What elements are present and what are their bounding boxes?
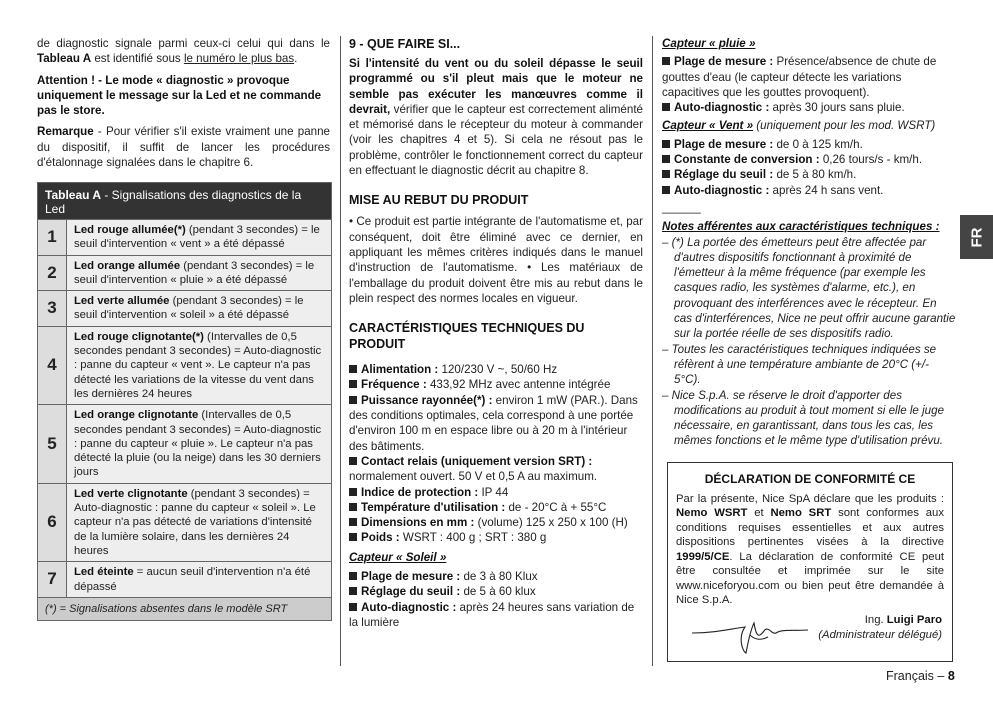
separator: ______: [662, 200, 701, 214]
bullet-square-icon: [349, 603, 357, 611]
spec-label: Puissance rayonnée(*) :: [361, 393, 493, 407]
row-number: 3: [38, 291, 67, 326]
spec-item: [662, 137, 956, 152]
section-heading-que-faire: 9 - QUE FAIRE SI...: [349, 37, 461, 51]
spec-value: de 3 à 80 Klux: [460, 570, 538, 584]
directive-number: 1999/5/CE: [676, 550, 730, 563]
bullet-square-icon: [349, 518, 357, 526]
declaration-title: DÉCLARATION DE CONFORMITÉ CE: [704, 472, 916, 486]
declaration-text-3: sont conformes aux conditions requises essentielles et aux autres dispositions pertinentes visées à la directive: [676, 507, 944, 548]
spec-label: Fréquence :: [361, 378, 427, 392]
spec-value: 120/230 V ~, 50/60 Hz: [438, 363, 558, 377]
spec-item: [662, 152, 956, 167]
spec-label: Alimentation :: [361, 363, 439, 377]
declaration-text-1: Par la présente, Nice SpA déclare que les produits :: [676, 492, 944, 505]
bullet-square-icon: [662, 57, 670, 65]
intro-text-2: est identifié sous: [91, 52, 184, 66]
wind-sensor-list: [662, 137, 956, 198]
spec-item: [349, 377, 643, 392]
spec-item: [349, 454, 643, 485]
bullet-square-icon: [349, 488, 357, 496]
bullet-square-icon: [349, 587, 357, 595]
bullet-square-icon: [662, 140, 670, 148]
table-reference: Tableau A: [37, 52, 92, 66]
spec-label: Plage de mesure :: [361, 570, 461, 584]
spec-value: Présence/absence de chute de gouttes d'eau (le capteur détecte les variations capacitives que les gouttes provoquent).: [662, 55, 937, 99]
table-footnote: (*) = Signalisations absentes dans le modèle SRT: [38, 597, 331, 620]
wind-sensor-heading: Capteur « Vent »: [662, 119, 754, 133]
product-name-srt: Nemo SRT: [770, 507, 832, 519]
declaration-text-2: et: [747, 507, 771, 519]
spec-label: Plage de mesure :: [674, 55, 774, 69]
row-number: 1: [38, 220, 67, 255]
table-header: [38, 183, 331, 219]
column-2: [349, 36, 643, 630]
led-meaning: (pendant 3 secondes) = le seuil d'intervention « vent » a été dépassé: [74, 224, 320, 251]
language-code: FR: [968, 227, 985, 247]
bullet-square-icon: [349, 533, 357, 541]
specs-list: [349, 362, 643, 546]
row-number: 7: [38, 562, 67, 597]
table-row: [38, 219, 331, 255]
sun-sensor-list: [349, 569, 643, 630]
spec-item: [349, 584, 643, 599]
note-item: – (*) La portée des émetteurs peut être affectée par d'autres dispositifs fonctionnant à proximité de l'émetteur à la même fréquence (par exemple les casques radio, les systèmes d'alarme, etc.), en provoquant des interférences avec le récepteur. En cas d'interférences, Nice ne peut offrir aucune garantie sur la portée réelle de ses dispositifs radio.: [662, 235, 956, 341]
bullet-square-icon: [662, 186, 670, 194]
note-item: – Nice S.p.A. se réserve le droit d'apporter des modifications au produit à tout moment si elle le juge nécessaire, en garantissant, dans tous les cas, les mêmes fonctions et le même type d'utilisation prévu.: [662, 388, 945, 448]
bullet-square-icon: [662, 155, 670, 163]
row-description: [67, 405, 331, 482]
row-description: [67, 256, 331, 291]
spec-item: [662, 183, 956, 198]
table-row: [38, 483, 331, 561]
column-divider: [340, 36, 341, 666]
language-tab: [960, 215, 993, 259]
lowest-number-text: le numéro le plus bas: [183, 52, 295, 66]
column-1: [37, 36, 330, 170]
spec-label: Constante de conversion :: [674, 153, 820, 167]
led-meaning: (Intervalles de 0,5 secondes pendant 3 secondes) = Auto-diagnostic : panne du capteur « vent ». Le capteur n'a pas détecté les variations de la vitesse du vent dans les dernières 24 heures: [74, 330, 322, 400]
spec-value: après 30 jours sans pluie.: [769, 101, 905, 115]
signer-name: Luigi Paro: [886, 614, 942, 626]
table-row: [38, 255, 331, 291]
intro-text-3: .: [294, 52, 298, 66]
led-state: Led éteinte: [74, 566, 134, 579]
section-heading-rebut: MISE AU REBUT DU PRODUIT: [349, 193, 529, 208]
page-footer: [886, 669, 955, 683]
row-number: 6: [38, 484, 67, 561]
spec-item: [349, 393, 643, 454]
note-item: – Toutes les caractéristiques techniques indiquées se réfèrent à une température ambiante de 20°C (+/- 5°C).: [662, 342, 937, 387]
led-state: Led orange allumée: [74, 259, 181, 272]
bullet-square-icon: [349, 380, 357, 388]
led-meaning: = aucun seuil d'intervention n'a été dépassé: [74, 566, 311, 593]
spec-item: [349, 362, 643, 377]
spec-value: de - 20°C à + 55°C: [505, 500, 607, 514]
led-state: Led rouge allumée(*): [74, 224, 186, 236]
spec-value: de 5 à 80 km/h.: [773, 168, 857, 182]
spec-value: environ 1 mW (PAR.). Dans des conditions optimales, cela correspond à une portée d'environ 100 m en espace libre ou à 20 m à l'intérieur des bâtiments.: [349, 393, 638, 453]
spec-label: Auto-diagnostic :: [361, 600, 457, 614]
notes-list: [662, 235, 956, 449]
section-heading-caracteristiques: CARACTÉRISTIQUES TECHNIQUES DU PRODUIT: [349, 321, 585, 352]
spec-label: Température d'utilisation :: [361, 500, 506, 514]
led-state: Led verte clignotante: [74, 487, 188, 500]
signer-line: [818, 613, 942, 628]
spec-label: Poids :: [361, 531, 400, 545]
page-number: 8: [947, 669, 955, 683]
column-divider: [652, 36, 653, 666]
spec-value: après 24 heures sans variation de la lumière: [349, 600, 635, 629]
led-meaning: (pendant 3 secondes) = Auto-diagnostic : panne du capteur « soleil ». Le capteur n'a pas détecté de variations d'intensité de la lumière solaire, dans les dernières 24 heures: [74, 487, 316, 557]
spec-label: Dimensions en mm :: [361, 516, 475, 530]
spec-label: Indice de protection :: [361, 485, 479, 499]
table-title-rest: - Signalisations des diagnostics de la Led: [45, 188, 302, 216]
led-state: Led orange clignotante: [74, 409, 199, 422]
notes-title: Notes afférentes aux caractéristiques techniques :: [662, 220, 940, 234]
rain-sensor-list: [662, 54, 956, 115]
rain-sensor-heading: Capteur « pluie »: [662, 37, 756, 50]
signer-role: (Administrateur délégué): [818, 628, 942, 641]
bullet-square-icon: [349, 503, 357, 511]
spec-value: IP 44: [478, 485, 509, 499]
spec-item: [349, 515, 643, 530]
remark-label: Remarque: [37, 125, 94, 139]
bullet-square-icon: [662, 103, 670, 111]
spec-value: de 0 à 125 km/h.: [773, 137, 863, 151]
que-faire-bold: Si l'intensité du vent ou du soleil dépasse le seuil programmé ou s'il pleut mais que le moteur ne semble pas exécuter les manœuvres comme il devrait,: [349, 57, 643, 116]
spec-value: (volume) 125 x 250 x 100 (H): [474, 516, 628, 530]
table-row: [38, 561, 331, 597]
table-row: [38, 326, 331, 404]
rebut-paragraph: • Ce produit est partie intégrante de l'automatisme et, par conséquent, doit être éliminé avec ce dernier, en appliquant les mêmes critères indiqués dans le manuel d'instruction de l'automatisme. • Les matériaux de l'emballage du produit doivent être mis au rebut dans le plein respect des normes locales en vigueur.: [349, 215, 643, 305]
intro-text: de diagnostic signale parmi ceux-ci celui qui dans le: [37, 37, 330, 50]
declaration-text: [668, 492, 952, 608]
column-3: [662, 36, 956, 449]
row-description: [67, 291, 331, 326]
spec-value: normalement ouvert. 50 V et 0,5 A au maximum.: [349, 470, 598, 484]
spec-item: [349, 530, 643, 545]
signature-icon: [690, 613, 810, 655]
remark-text: - Pour vérifier s'il existe vraiment une panne du dispositif, il suffit de lancer les procédures d'étalonnage signalées dans le chapitre 6.: [37, 125, 330, 170]
product-name-wsrt: Nemo WSRT: [676, 507, 748, 519]
row-number: 4: [38, 327, 67, 404]
diagnostic-table: [37, 182, 332, 621]
led-meaning: (pendant 3 secondes) = le seuil d'intervention « pluie » a été dépassé: [74, 259, 315, 286]
declaration-text-4: . La déclaration de conformité CE peut être consultée et imprimée sur le site www.niceforyou.com ou bien peut être demandée à Nice S.p.A.: [676, 550, 944, 606]
table-title-bold: Tableau A: [45, 188, 102, 202]
spec-label: Auto-diagnostic :: [674, 183, 770, 197]
sun-sensor-heading: Capteur « Soleil »: [349, 550, 447, 564]
bullet-square-icon: [349, 396, 357, 404]
spec-value: après 24 h sans vent.: [769, 183, 884, 197]
spec-label: Réglage du seuil :: [674, 168, 774, 182]
led-meaning: (Intervalles de 0,5 secondes pendant 3 secondes) = Auto-diagnostic : panne du capteur « pluie ». Le capteur n'a pas détecté la pluie (ou la neige) dans les 30 derniers jours: [74, 409, 322, 479]
que-faire-paragraph: [349, 56, 643, 178]
bullet-square-icon: [349, 572, 357, 580]
spec-value: de 5 à 60 klux: [460, 585, 536, 599]
spec-label: Contact relais (uniquement version SRT) :: [361, 454, 593, 468]
spec-value: 0,26 tours/s - km/h.: [819, 153, 923, 167]
row-description: [67, 562, 331, 597]
led-meaning: (pendant 3 secondes) = le seuil d'intervention « soleil » a été dépassé: [74, 295, 304, 322]
row-description: [67, 327, 331, 404]
spec-label: Auto-diagnostic :: [674, 101, 770, 115]
remark-paragraph: [37, 124, 330, 170]
intro-paragraph: [37, 36, 330, 67]
table-row: [38, 290, 331, 326]
spec-value: 433,92 MHz avec antenne intégrée: [426, 378, 611, 392]
wind-sensor-heading-line: [662, 118, 956, 133]
led-state: Led verte allumée: [74, 295, 170, 308]
led-state: Led rouge clignotante(*): [74, 330, 204, 343]
row-description: [67, 484, 331, 561]
que-faire-text: vérifier que le capteur est correctement aliménté et mémorisé dans le récepteur du moteur à commander (voir les chapitres 4 et 5). Si cela ne résout pas le problème, contrôler le fonctionnement correct du capteur en effectuant le diagnostic décrit au chapitre 8.: [349, 102, 643, 178]
bullet-square-icon: [349, 457, 357, 465]
attention-paragraph: Attention ! - Le mode « diagnostic » provoque uniquement le message sur la Led et ne commande pas le store.: [37, 73, 322, 118]
spec-item: [662, 54, 956, 100]
row-description: [67, 220, 331, 255]
spec-item: [662, 167, 956, 182]
spec-label: Réglage du seuil :: [361, 585, 461, 599]
row-number: 5: [38, 405, 67, 482]
wind-sensor-note: (uniquement pour les mod. WSRT): [753, 119, 936, 133]
bullet-square-icon: [662, 170, 670, 178]
signature-block: [818, 613, 942, 642]
spec-item: [349, 500, 643, 515]
ce-declaration-box: [667, 462, 953, 662]
row-number: 2: [38, 256, 67, 291]
spec-value: WSRT : 400 g ; SRT : 380 g: [399, 531, 547, 545]
spec-item: [349, 485, 643, 500]
signer-title: Ing.: [864, 614, 887, 626]
footer-language: Français –: [886, 669, 948, 683]
bullet-square-icon: [349, 365, 357, 373]
spec-item: [349, 600, 643, 631]
spec-item: [662, 100, 956, 115]
spec-label: Plage de mesure :: [674, 137, 774, 151]
table-row: [38, 404, 331, 482]
spec-item: [349, 569, 643, 584]
